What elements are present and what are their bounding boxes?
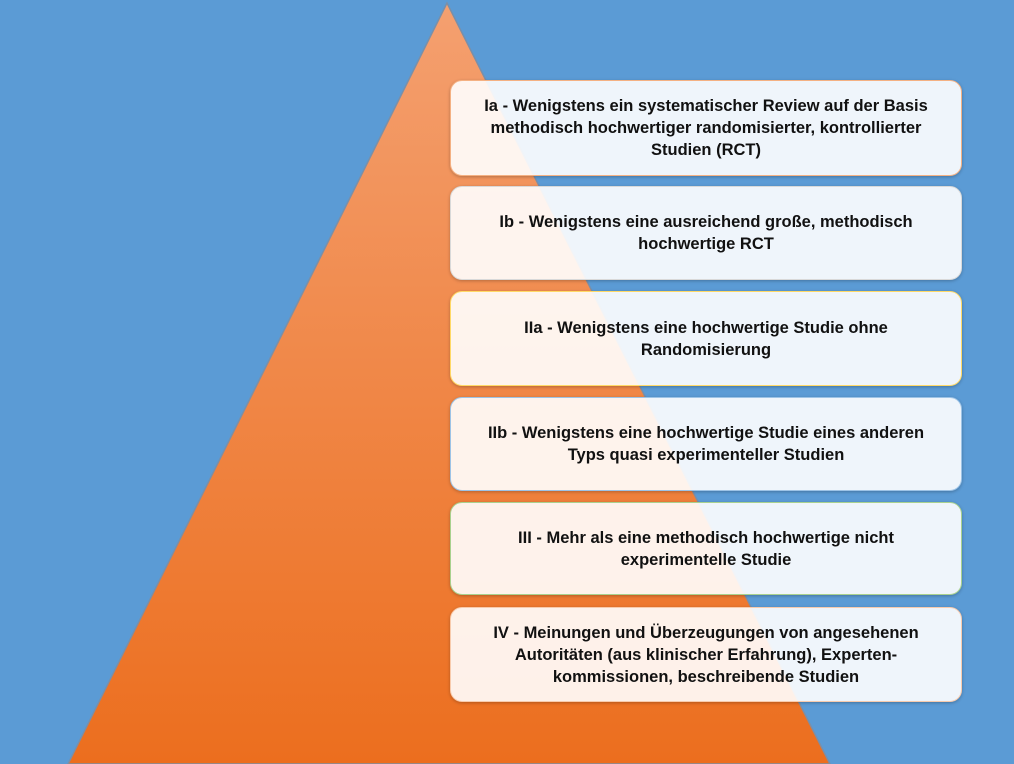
level-iib-box	[450, 397, 962, 491]
level-iv-text: IV - Meinungen und Überzeugungen von angesehenen Autoritäten (aus klinischer Erfahrung), Experten-kommissionen, beschreibende Studien	[493, 623, 919, 686]
level-ia-text: Ia - Wenigstens ein systematischer Review auf der Basis methodisch hochwertiger randomisierter, kontrollierter Studien (RCT)	[484, 97, 928, 159]
level-iia-text: IIa - Wenigstens eine hochwertige Studie ohne Randomisierung	[524, 318, 888, 359]
level-iii-box	[450, 502, 962, 595]
level-iib-text: IIb - Wenigstens eine hochwertige Studie eines anderen Typs quasi experimenteller Studien	[487, 424, 925, 464]
level-ib-text: Ib - Wenigstens eine ausreichend große, methodisch hochwertige RCT	[499, 213, 913, 253]
level-iii-text: III - Mehr als eine methodisch hochwertige nicht experimentelle Studie	[518, 528, 894, 569]
level-ia-box	[450, 80, 962, 176]
level-iv-box	[450, 607, 962, 702]
level-ib-box	[450, 186, 962, 280]
level-iia-box	[450, 291, 962, 386]
